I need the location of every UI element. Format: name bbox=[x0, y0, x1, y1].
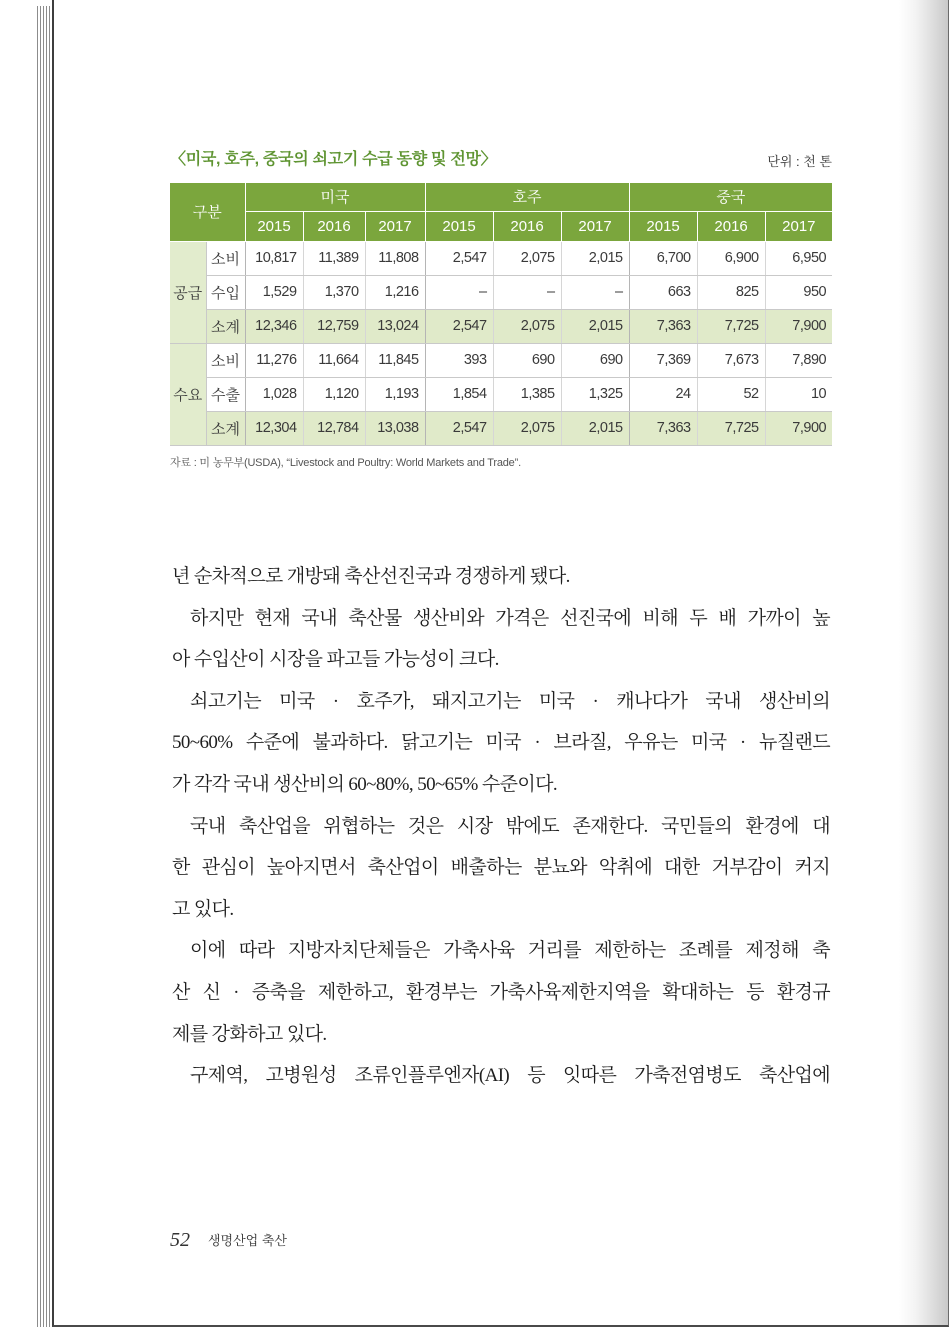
value-cell: 2,075 bbox=[493, 411, 561, 445]
value-cell: 24 bbox=[629, 377, 697, 411]
value-cell: 1,325 bbox=[561, 377, 629, 411]
text-line: 하지만 현재 국내 축산물 생산비와 가격은 선진국에 비해 두 배 가까이 높 bbox=[190, 607, 830, 629]
value-cell: 6,900 bbox=[697, 241, 765, 275]
text-line: 한 관심이 높아지면서 축산업이 배출하는 분뇨와 악취에 대한 거부감이 커지 bbox=[172, 857, 830, 879]
value-cell: 2,075 bbox=[493, 309, 561, 343]
row-label: 수출 bbox=[206, 377, 245, 411]
paragraph bbox=[172, 556, 830, 598]
paragraph bbox=[172, 681, 830, 806]
value-cell: 12,759 bbox=[303, 309, 365, 343]
paragraph bbox=[172, 930, 830, 1055]
row-label: 소계 bbox=[206, 309, 245, 343]
country-header-au: 호주 bbox=[425, 183, 629, 211]
value-cell: 7,673 bbox=[697, 343, 765, 377]
year-header: 2017 bbox=[365, 211, 425, 241]
value-cell: 7,363 bbox=[629, 411, 697, 445]
text-line: 구제역, 고병원성 조류인플루엔자(AI) 등 잇따른 가축전염병도 축산업에 bbox=[190, 1065, 830, 1087]
table-row bbox=[170, 309, 832, 343]
group-label: 공급 bbox=[170, 241, 206, 343]
text-line: 쇠고기는 미국 · 호주가, 돼지고기는 미국 · 캐나다가 국내 생산비의 bbox=[190, 690, 830, 712]
text-line: 산 신 · 증축을 제한하고, 환경부는 가축사육제한지역을 확대하는 등 환경규 bbox=[172, 981, 830, 1003]
value-cell: 2,015 bbox=[561, 309, 629, 343]
row-label: 소계 bbox=[206, 411, 245, 445]
beef-supply-demand-table bbox=[170, 183, 832, 446]
year-header: 2015 bbox=[245, 211, 303, 241]
value-cell: 7,725 bbox=[697, 309, 765, 343]
corner-label: 구분 bbox=[170, 183, 245, 241]
year-header: 2015 bbox=[629, 211, 697, 241]
row-label: 수입 bbox=[206, 275, 245, 309]
year-header: 2016 bbox=[493, 211, 561, 241]
value-cell: 7,725 bbox=[697, 411, 765, 445]
value-cell: 2,547 bbox=[425, 411, 493, 445]
value-cell: 1,529 bbox=[245, 275, 303, 309]
value-cell: 52 bbox=[697, 377, 765, 411]
text-line: 50~60% 수준에 불과하다. 닭고기는 미국 · 브라질, 우유는 미국 · 뉴질랜드 bbox=[172, 732, 830, 754]
table-source-note: 자료 : 미 농무부(USDA), “Livestock and Poultry: World Markets and Trade”. bbox=[170, 457, 521, 469]
year-header: 2016 bbox=[697, 211, 765, 241]
year-header: 2015 bbox=[425, 211, 493, 241]
value-cell: 11,389 bbox=[303, 241, 365, 275]
value-cell: 1,028 bbox=[245, 377, 303, 411]
year-header: 2016 bbox=[303, 211, 365, 241]
country-header-us: 미국 bbox=[245, 183, 425, 211]
value-cell: 690 bbox=[493, 343, 561, 377]
value-cell: 11,276 bbox=[245, 343, 303, 377]
text-line: 가 각각 국내 생산비의 60~80%, 50~65% 수준이다. bbox=[172, 773, 558, 795]
value-cell: 12,346 bbox=[245, 309, 303, 343]
value-cell: 1,385 bbox=[493, 377, 561, 411]
value-cell: 13,024 bbox=[365, 309, 425, 343]
value-cell: 11,808 bbox=[365, 241, 425, 275]
value-cell: 2,547 bbox=[425, 309, 493, 343]
value-cell: 11,664 bbox=[303, 343, 365, 377]
text-line: 년 순차적으로 개방돼 축산선진국과 경쟁하게 됐다. bbox=[172, 566, 570, 587]
paragraph bbox=[172, 598, 830, 681]
table-header-row-years bbox=[170, 211, 832, 241]
group-label: 수요 bbox=[170, 343, 206, 445]
table-title: 〈미국, 호주, 중국의 쇠고기 수급 동향 및 전망〉 bbox=[170, 151, 497, 168]
value-cell: – bbox=[561, 275, 629, 309]
value-cell: – bbox=[493, 275, 561, 309]
text-line: 고 있다. bbox=[172, 898, 234, 920]
body-text bbox=[172, 556, 830, 1097]
value-cell: 7,890 bbox=[765, 343, 832, 377]
row-label: 소비 bbox=[206, 343, 245, 377]
table-row bbox=[170, 377, 832, 411]
page-stack-edge bbox=[35, 6, 53, 1327]
country-header-cn: 중국 bbox=[629, 183, 832, 211]
value-cell: 2,075 bbox=[493, 241, 561, 275]
value-cell: 12,304 bbox=[245, 411, 303, 445]
value-cell: 12,784 bbox=[303, 411, 365, 445]
year-header: 2017 bbox=[561, 211, 629, 241]
text-line: 국내 축산업을 위협하는 것은 시장 밖에도 존재한다. 국민들의 환경에 대 bbox=[190, 815, 830, 837]
value-cell: 6,700 bbox=[629, 241, 697, 275]
paragraph bbox=[172, 1055, 830, 1097]
value-cell: 7,369 bbox=[629, 343, 697, 377]
text-line: 이에 따라 지방자치단체들은 가축사육 거리를 제한하는 조례를 제정해 축 bbox=[190, 940, 830, 962]
value-cell: 7,900 bbox=[765, 309, 832, 343]
value-cell: 2,015 bbox=[561, 411, 629, 445]
value-cell: 2,547 bbox=[425, 241, 493, 275]
table-row bbox=[170, 275, 832, 309]
year-header: 2017 bbox=[765, 211, 832, 241]
value-cell: 13,038 bbox=[365, 411, 425, 445]
value-cell: 10,817 bbox=[245, 241, 303, 275]
value-cell: – bbox=[425, 275, 493, 309]
value-cell: 2,015 bbox=[561, 241, 629, 275]
table-header bbox=[170, 183, 832, 241]
page-number: 52 bbox=[170, 1229, 190, 1251]
table-body bbox=[170, 241, 832, 445]
value-cell: 10 bbox=[765, 377, 832, 411]
value-cell: 1,854 bbox=[425, 377, 493, 411]
value-cell: 690 bbox=[561, 343, 629, 377]
value-cell: 6,950 bbox=[765, 241, 832, 275]
table-unit: 단위 : 천 톤 bbox=[767, 154, 832, 169]
value-cell: 663 bbox=[629, 275, 697, 309]
value-cell: 1,120 bbox=[303, 377, 365, 411]
running-title: 생명산업 축산 bbox=[208, 1233, 287, 1248]
paragraph bbox=[172, 806, 830, 931]
value-cell: 7,363 bbox=[629, 309, 697, 343]
table-row bbox=[170, 241, 832, 275]
value-cell: 1,370 bbox=[303, 275, 365, 309]
row-label: 소비 bbox=[206, 241, 245, 275]
value-cell: 1,193 bbox=[365, 377, 425, 411]
table-row bbox=[170, 343, 832, 377]
table-header-row-countries bbox=[170, 183, 832, 211]
text-line: 아 수입산이 시장을 파고들 가능성이 크다. bbox=[172, 649, 499, 671]
value-cell: 825 bbox=[697, 275, 765, 309]
table-row bbox=[170, 411, 832, 445]
value-cell: 393 bbox=[425, 343, 493, 377]
value-cell: 950 bbox=[765, 275, 832, 309]
value-cell: 11,845 bbox=[365, 343, 425, 377]
text-line: 제를 강화하고 있다. bbox=[172, 1023, 327, 1045]
value-cell: 7,900 bbox=[765, 411, 832, 445]
value-cell: 1,216 bbox=[365, 275, 425, 309]
